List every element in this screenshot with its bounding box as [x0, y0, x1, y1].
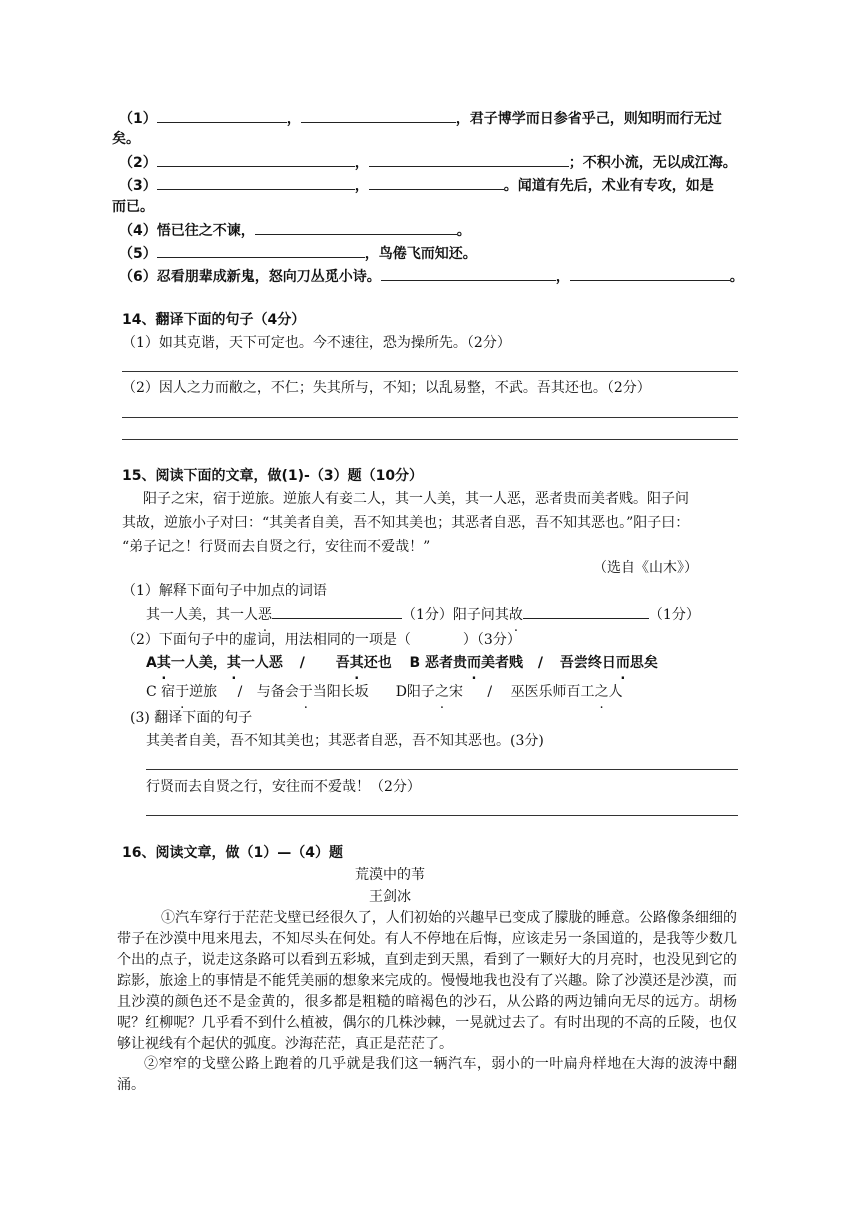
period: 。 — [729, 269, 744, 285]
answer-blank[interactable] — [369, 175, 504, 190]
answer-line[interactable] — [122, 439, 738, 440]
dotted-char: 其 — [349, 655, 364, 671]
q13-num: （1） — [119, 111, 157, 127]
q15-part-1-items — [146, 604, 700, 625]
q15-option-cd — [146, 682, 623, 702]
q16-title: 16、阅读文章，做（1）—（4）题 — [122, 845, 343, 861]
q15-part-2-title — [122, 630, 521, 650]
slash: / — [487, 684, 493, 700]
q15-p1-score-a: （1分）阳子问其故 — [402, 607, 523, 623]
q13-line-4 — [119, 220, 471, 241]
quote-text: ，鸟倦飞而知还。 — [364, 246, 477, 262]
dotted-char: 于 — [298, 684, 313, 700]
q15-part-1-title: （1）解释下面句子中加点的词语 — [122, 583, 327, 599]
comma: ， — [354, 155, 369, 171]
answer-line[interactable] — [146, 815, 738, 816]
answer-blank[interactable] — [301, 108, 456, 123]
q15-p1-sentence-a: 其一人美，其一人恶 — [146, 607, 272, 623]
option-b-2: 吾尝终日而思矣 — [559, 655, 658, 671]
q13-line-1-wrap: 矣。 — [112, 131, 140, 147]
q15-title: 15、阅读下面的文章，做(1)-（3）题（10分） — [122, 468, 424, 484]
article-paragraph-1 — [117, 908, 737, 1055]
period: 。 — [456, 223, 471, 239]
score: ）（3分） — [462, 632, 521, 648]
answer-blank[interactable] — [272, 604, 402, 619]
q13-line-3 — [119, 175, 714, 196]
comma: ， — [354, 178, 369, 194]
dotted-char: 之 — [594, 684, 609, 700]
paragraph-text: ①汽车穿行于茫茫戈壁已经很久了，人们初始的兴趣早已变成了朦胧的睡意。公路像条细细的带子在沙漠中甩来甩去，不知尽头在何处。有人不停地在后悔，应该走另一条国道的，是我等少数几个出的点子，说走这条路可以看到五彩城，直到走到天黑，看到了一颗好大的月亮时，也没见到它的踪影，旅途上的事情是不能凭美丽的想象来完成的。慢慢地我也没有了兴趣。除了沙漠还是沙漠，而且沙漠的颜色还不是金黄的，很多都是粗糙的暗褐色的沙石，从公路的两边铺向无尽的远方。胡杨呢？红柳呢？几乎看不到什么植被，偶尔的几株沙棘，一晃就过去了。有时出现的不高的丘陵，也仅够让视线有个起伏的弧度。沙海茫茫，真正是茫茫了。 — [117, 910, 737, 1052]
answer-blank[interactable] — [369, 152, 569, 167]
q15-passage-line-2: 其故，逆旅小子对曰：“其美者自美，吾不知其美也；其恶者自恶，吾不知其恶也。”阳子曰： — [122, 515, 690, 531]
q13-line-3-wrap: 而已。 — [112, 199, 154, 215]
dotted-char: 而 — [615, 655, 630, 671]
slash: / — [237, 684, 243, 700]
option-c[interactable]: C 宿于逆旅 — [146, 684, 218, 700]
q13-num: （3） — [119, 178, 157, 194]
q14-sentence-1: （1）如其克谐，天下可定也。今不速往，恐为操所先。（2分） — [122, 335, 511, 351]
answer-line[interactable] — [146, 769, 738, 770]
option-a[interactable]: A其一人美，其一人恶 — [146, 655, 283, 671]
answer-blank[interactable] — [381, 266, 556, 281]
quote-text: ，君子博学而日参省乎己，则知明而行无过 — [455, 111, 722, 127]
answer-blank[interactable] — [157, 175, 355, 190]
slash: / — [299, 655, 305, 671]
q13-line-5 — [119, 243, 477, 264]
q14-sentence-2: （2）因人之力而敝之，不仁；失其所与，不知；以乱易整，不武。吾其还也。（2分） — [122, 380, 651, 396]
option-c-2: 与备会于当阳长坂 — [256, 684, 369, 700]
q13-line-6 — [119, 266, 744, 287]
answer-line[interactable] — [122, 371, 738, 372]
q14-title: 14、翻译下面的句子（4分） — [122, 312, 306, 328]
dotted-char: 恶 — [258, 607, 272, 623]
article-paragraph-2 — [117, 1054, 737, 1096]
question-text: （2）下面句子中的虚词，用法相同的一项是（ — [122, 632, 411, 648]
answer-blank[interactable] — [157, 108, 287, 123]
q15-part-3-sentence-2: 行贤而去自贤之行，安往而不爱哉！（2分） — [146, 779, 421, 795]
q13-line-1 — [119, 108, 722, 129]
option-d-2: 巫医乐师百工之人 — [510, 684, 623, 700]
answer-blank[interactable] — [523, 604, 649, 619]
q13-line-2 — [119, 152, 737, 173]
answer-blank[interactable] — [570, 266, 730, 281]
q15-part-3-sentence-1: 其美者自美，吾不知其美也；其恶者自恶，吾不知其恶也。(3分) — [146, 733, 544, 749]
answer-blank[interactable] — [255, 220, 457, 235]
comma: ， — [555, 269, 570, 285]
dotted-char: 于 — [175, 684, 190, 700]
q15-passage-line-1: 阳子之宋，宿于逆旅。逆旅人有妾二人，其一人美，其一人恶，恶者贵而美者贱。阳子问 — [143, 491, 689, 507]
q13-num: （5） — [119, 246, 157, 262]
quote-text: （6）忍看朋辈成新鬼，怒向刀丛觅小诗。 — [119, 269, 381, 285]
answer-blank[interactable] — [157, 152, 355, 167]
dotted-char: 之 — [434, 684, 449, 700]
q15-source: （选自《山木》） — [593, 560, 698, 576]
answer-line[interactable] — [122, 417, 738, 418]
paragraph-text: ②窄窄的戈壁公路上跑着的几乎就是我们这一辆汽车，弱小的一叶扁舟样地在大海的波涛中翻涌。 — [117, 1056, 737, 1093]
comma: ， — [286, 111, 301, 127]
option-d[interactable]: D阳子之宋 — [395, 684, 463, 700]
option-a-2: 吾其还也 — [335, 655, 392, 671]
quote-text: （4）悟已往之不谏， — [119, 223, 255, 239]
answer-blank[interactable] — [157, 243, 365, 258]
q15-passage-line-3: “弟子记之！行贤而去自贤之行，安往而不爱哉！” — [122, 539, 431, 555]
article-author: 王剑冰 — [369, 889, 411, 905]
quote-text: ；不积小流，无以成江海。 — [568, 155, 737, 171]
q15-part-3-title: (3) 翻译下面的句子 — [130, 710, 253, 726]
article-title: 荒漠中的苇 — [355, 867, 425, 883]
dotted-char: 故 — [508, 607, 523, 623]
score: （1分） — [648, 607, 700, 623]
q13-num: （2） — [119, 155, 157, 171]
option-b[interactable]: B 恶者贵而美者贱 — [409, 655, 524, 671]
dotted-char: 而 — [467, 655, 482, 671]
dotted-char: 其 — [226, 655, 241, 671]
dotted-char: 其 — [156, 655, 171, 671]
slash: / — [537, 655, 544, 671]
quote-text: 。闻道有先后，术业有专攻，如是 — [503, 178, 714, 194]
q15-option-ab — [146, 653, 658, 673]
